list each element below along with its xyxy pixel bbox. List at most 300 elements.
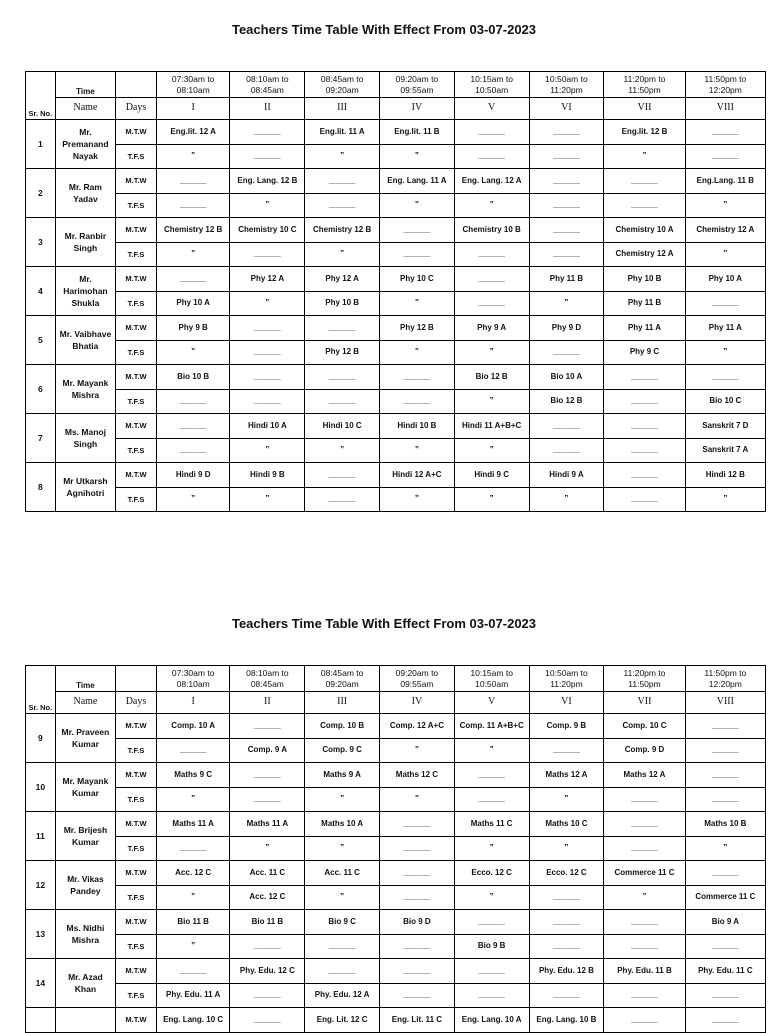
period-time-header: 07:30am to 08:10am: [156, 72, 230, 98]
class-cell: Phy. Edu. 12 A: [305, 983, 380, 1008]
teacher-sr-no: 3: [26, 218, 56, 267]
table-row: [26, 218, 766, 243]
table-row: [26, 983, 766, 1008]
class-cell: ______: [230, 934, 305, 959]
class-cell: Comp. 12 A+C: [380, 714, 455, 739]
class-cell: ______: [604, 389, 685, 414]
days-cell: M.T.W: [116, 463, 157, 488]
class-cell: Phy 11 B: [529, 267, 604, 292]
class-cell: ______: [529, 983, 604, 1008]
table-row: [26, 193, 766, 218]
class-cell: ______: [230, 340, 305, 365]
timetable-body: [26, 714, 766, 1033]
days-cell: T.F.S: [116, 885, 157, 910]
table-row: [26, 120, 766, 145]
class-cell: ______: [685, 763, 765, 788]
class-cell: ______: [529, 193, 604, 218]
class-cell: ______: [380, 959, 455, 984]
period-time-header: 10:50am to 11:20pm: [529, 666, 604, 692]
class-cell: Phy 9 A: [454, 316, 529, 341]
table-row: [26, 910, 766, 935]
class-cell: Phy 10 A: [156, 291, 230, 316]
class-cell: ______: [156, 169, 230, 194]
days-cell: M.T.W: [116, 763, 157, 788]
class-cell: Acc. 12 C: [230, 885, 305, 910]
period-number-header: III: [305, 98, 380, 120]
class-cell: ”: [305, 144, 380, 169]
class-cell: Chemistry 12 A: [685, 218, 765, 243]
class-cell: ”: [454, 836, 529, 861]
class-cell: Hindi 10 B: [380, 414, 455, 439]
class-cell: Bio 10 C: [685, 389, 765, 414]
class-cell: Eng.Lang. 11 B: [685, 169, 765, 194]
class-cell: Bio 11 B: [156, 910, 230, 935]
class-cell: Phy. Edu. 11 A: [156, 983, 230, 1008]
class-cell: ______: [454, 763, 529, 788]
class-cell: ”: [380, 787, 455, 812]
teacher-name: Mr. Ram Yadav: [55, 169, 115, 218]
class-cell: ”: [156, 934, 230, 959]
period-number-header: V: [454, 692, 529, 714]
table-row: [26, 365, 766, 390]
class-cell: ______: [230, 242, 305, 267]
class-cell: Maths 10 A: [305, 812, 380, 837]
class-cell: Eng. Lang. 12 B: [230, 169, 305, 194]
class-cell: ______: [156, 836, 230, 861]
days-cell: T.F.S: [116, 934, 157, 959]
class-cell: ”: [305, 438, 380, 463]
class-cell: Comp. 9 A: [230, 738, 305, 763]
class-cell: ______: [305, 316, 380, 341]
days-header: Days: [116, 98, 157, 120]
table-row: [26, 242, 766, 267]
period-number-header: VIII: [685, 98, 765, 120]
days-cell: M.T.W: [116, 365, 157, 390]
class-cell: ”: [685, 487, 765, 512]
class-cell: ”: [380, 738, 455, 763]
class-cell: ”: [454, 885, 529, 910]
class-cell: ______: [305, 365, 380, 390]
class-cell: Phy 12 A: [305, 267, 380, 292]
class-cell: ______: [685, 714, 765, 739]
page-title: Teachers Time Table With Effect From 03-07-2023: [231, 22, 537, 37]
class-cell: ______: [604, 438, 685, 463]
class-cell: Bio 10 A: [529, 365, 604, 390]
class-cell: ”: [230, 836, 305, 861]
class-cell: Eng. Lang. 10 C: [156, 1008, 230, 1033]
class-cell: ”: [156, 885, 230, 910]
class-cell: Acc. 11 C: [305, 861, 380, 886]
teacher-sr-no: 2: [26, 169, 56, 218]
period-number-header: VII: [604, 98, 685, 120]
class-cell: ______: [604, 463, 685, 488]
sr-no-header: Sr. No.: [26, 72, 56, 120]
class-cell: Phy 9 C: [604, 340, 685, 365]
teacher-name: Mr. Ranbir Singh: [55, 218, 115, 267]
class-cell: ”: [380, 144, 455, 169]
class-cell: ______: [156, 267, 230, 292]
class-cell: Hindi 10 A: [230, 414, 305, 439]
class-cell: Phy 11 B: [604, 291, 685, 316]
class-cell: ______: [305, 463, 380, 488]
class-cell: Phy. Edu. 12 C: [230, 959, 305, 984]
teacher-name: [55, 1008, 115, 1033]
period-time-header: 08:10am to 08:45am: [230, 72, 305, 98]
sr-no-header: Sr. No.: [26, 666, 56, 714]
class-cell: Bio 9 C: [305, 910, 380, 935]
class-cell: ”: [529, 836, 604, 861]
class-cell: ______: [305, 389, 380, 414]
class-cell: ______: [685, 120, 765, 145]
class-cell: Commerce 11 C: [685, 885, 765, 910]
class-cell: ______: [529, 738, 604, 763]
class-cell: ______: [156, 438, 230, 463]
class-cell: Eng. Lit. 11 C: [380, 1008, 455, 1033]
timetable: [25, 665, 766, 1033]
class-cell: Chemistry 10 C: [230, 218, 305, 243]
class-cell: Comp. 11 A+B+C: [454, 714, 529, 739]
teacher-name: Mr. Mayank Kumar: [55, 763, 115, 812]
period-time-header: 11:50pm to 12:20pm: [685, 666, 765, 692]
class-cell: Bio 9 B: [454, 934, 529, 959]
class-cell: Chemistry 10 B: [454, 218, 529, 243]
class-cell: ”: [685, 340, 765, 365]
days-cell: T.F.S: [116, 144, 157, 169]
days-cell: T.F.S: [116, 836, 157, 861]
class-cell: Eng.lit. 12 B: [604, 120, 685, 145]
class-cell: Phy 12 A: [230, 267, 305, 292]
table-row: [26, 738, 766, 763]
class-cell: Phy 11 A: [685, 316, 765, 341]
days-header: Days: [116, 692, 157, 714]
class-cell: Hindi 12 A+C: [380, 463, 455, 488]
teacher-sr-no: 10: [26, 763, 56, 812]
class-cell: ”: [685, 242, 765, 267]
class-cell: ______: [230, 120, 305, 145]
name-header: Name: [55, 692, 115, 714]
class-cell: Phy 12 B: [380, 316, 455, 341]
class-cell: Comp. 9 D: [604, 738, 685, 763]
class-cell: ______: [380, 885, 455, 910]
class-cell: ”: [604, 144, 685, 169]
days-cell: M.T.W: [116, 169, 157, 194]
class-cell: Acc. 12 C: [156, 861, 230, 886]
period-time-header: 10:15am to 10:50am: [454, 666, 529, 692]
class-cell: Bio 11 B: [230, 910, 305, 935]
class-cell: ______: [685, 934, 765, 959]
class-cell: Bio 12 B: [529, 389, 604, 414]
teacher-name: Mr. Mayank Mishra: [55, 365, 115, 414]
class-cell: ______: [685, 144, 765, 169]
class-cell: Phy 12 B: [305, 340, 380, 365]
class-cell: ______: [604, 487, 685, 512]
period-time-header: 11:20pm to 11:50pm: [604, 666, 685, 692]
teacher-sr-no: 12: [26, 861, 56, 910]
class-cell: ”: [380, 487, 455, 512]
teacher-name: Mr. Brijesh Kumar: [55, 812, 115, 861]
class-cell: Phy 10 A: [685, 267, 765, 292]
period-number-header: IV: [380, 692, 455, 714]
class-cell: ______: [685, 787, 765, 812]
class-cell: Eng. Lang. 12 A: [454, 169, 529, 194]
teacher-sr-no: 11: [26, 812, 56, 861]
class-cell: ______: [604, 910, 685, 935]
days-cell: M.T.W: [116, 316, 157, 341]
class-cell: Hindi 9 D: [156, 463, 230, 488]
class-cell: Phy. Edu. 11 C: [685, 959, 765, 984]
period-number-header: VII: [604, 692, 685, 714]
days-cell: M.T.W: [116, 959, 157, 984]
class-cell: Hindi 9 B: [230, 463, 305, 488]
class-cell: ______: [454, 144, 529, 169]
table-row: [26, 1008, 766, 1033]
teacher-name: Mr. Praveen Kumar: [55, 714, 115, 763]
class-cell: Hindi 9 C: [454, 463, 529, 488]
class-cell: Chemistry 12 B: [305, 218, 380, 243]
class-cell: ”: [305, 787, 380, 812]
period-time-header: 10:15am to 10:50am: [454, 72, 529, 98]
class-cell: Comp. 10 B: [305, 714, 380, 739]
class-cell: ______: [454, 983, 529, 1008]
period-time-header: 09:20am to 09:55am: [380, 666, 455, 692]
class-cell: ______: [156, 959, 230, 984]
period-time-header: 11:20pm to 11:50pm: [604, 72, 685, 98]
class-cell: ”: [454, 438, 529, 463]
class-cell: ”: [454, 487, 529, 512]
header-row-periods: [26, 98, 766, 120]
table-row: [26, 787, 766, 812]
time-header: Time: [55, 72, 115, 98]
class-cell: ______: [230, 714, 305, 739]
class-cell: ______: [380, 934, 455, 959]
class-cell: Eng. Lang. 10 A: [454, 1008, 529, 1033]
days-cell: M.T.W: [116, 910, 157, 935]
class-cell: ______: [454, 910, 529, 935]
class-cell: ”: [685, 836, 765, 861]
days-cell: M.T.W: [116, 861, 157, 886]
period-number-header: VI: [529, 692, 604, 714]
class-cell: ______: [685, 1008, 765, 1033]
class-cell: ______: [380, 983, 455, 1008]
table-row: [26, 714, 766, 739]
teacher-name: Mr. Vikas Pandey: [55, 861, 115, 910]
teacher-name: Mr. Vaibhave Bhatia: [55, 316, 115, 365]
days-cell: T.F.S: [116, 738, 157, 763]
table-row: [26, 959, 766, 984]
days-cell: M.T.W: [116, 120, 157, 145]
teacher-sr-no: 5: [26, 316, 56, 365]
class-cell: Acc. 11 C: [230, 861, 305, 886]
teacher-sr-no: 14: [26, 959, 56, 1008]
period-time-header: 11:50pm to 12:20pm: [685, 72, 765, 98]
days-cell: T.F.S: [116, 242, 157, 267]
class-cell: ______: [604, 812, 685, 837]
class-cell: Phy 9 D: [529, 316, 604, 341]
class-cell: ”: [529, 487, 604, 512]
name-header: Name: [55, 98, 115, 120]
class-cell: ______: [529, 120, 604, 145]
class-cell: Eng.lit. 11 A: [305, 120, 380, 145]
class-cell: ______: [529, 414, 604, 439]
class-cell: ”: [156, 144, 230, 169]
period-number-header: II: [230, 98, 305, 120]
table-row: [26, 389, 766, 414]
table-row: [26, 267, 766, 292]
header-blank-cell: [116, 72, 157, 98]
class-cell: Maths 12 C: [380, 763, 455, 788]
table-row: [26, 812, 766, 837]
class-cell: ______: [156, 414, 230, 439]
days-cell: T.F.S: [116, 438, 157, 463]
days-cell: M.T.W: [116, 414, 157, 439]
days-cell: M.T.W: [116, 812, 157, 837]
class-cell: Ecco. 12 C: [454, 861, 529, 886]
class-cell: Phy 10 B: [305, 291, 380, 316]
class-cell: Maths 11 C: [454, 812, 529, 837]
class-cell: Phy 10 B: [604, 267, 685, 292]
teacher-sr-no: 1: [26, 120, 56, 169]
period-number-header: V: [454, 98, 529, 120]
class-cell: Phy 9 B: [156, 316, 230, 341]
class-cell: ______: [685, 291, 765, 316]
days-cell: T.F.S: [116, 291, 157, 316]
table-row: [26, 487, 766, 512]
class-cell: Sanskrit 7 A: [685, 438, 765, 463]
class-cell: ”: [156, 787, 230, 812]
class-cell: Comp. 10 C: [604, 714, 685, 739]
class-cell: Bio 12 B: [454, 365, 529, 390]
class-cell: ”: [454, 389, 529, 414]
class-cell: ”: [305, 836, 380, 861]
class-cell: ______: [529, 885, 604, 910]
teacher-sr-no: 8: [26, 463, 56, 512]
class-cell: Maths 12 A: [604, 763, 685, 788]
class-cell: ______: [604, 836, 685, 861]
period-time-header: 07:30am to 08:10am: [156, 666, 230, 692]
period-time-header: 09:20am to 09:55am: [380, 72, 455, 98]
teacher-sr-no: 13: [26, 910, 56, 959]
class-cell: ______: [380, 242, 455, 267]
teacher-name: Ms. Manoj Singh: [55, 414, 115, 463]
teacher-name: Mr. Azad Khan: [55, 959, 115, 1008]
period-number-header: I: [156, 692, 230, 714]
period-time-header: 08:10am to 08:45am: [230, 666, 305, 692]
class-cell: ______: [380, 861, 455, 886]
days-cell: M.T.W: [116, 1008, 157, 1033]
class-cell: Commerce 11 C: [604, 861, 685, 886]
class-cell: ______: [454, 267, 529, 292]
class-cell: ______: [604, 169, 685, 194]
class-cell: ______: [529, 910, 604, 935]
class-cell: Hindi 10 C: [305, 414, 380, 439]
class-cell: ______: [454, 787, 529, 812]
class-cell: ______: [230, 983, 305, 1008]
class-cell: ______: [529, 169, 604, 194]
period-number-header: III: [305, 692, 380, 714]
class-cell: Chemistry 12 A: [604, 242, 685, 267]
class-cell: ______: [380, 812, 455, 837]
class-cell: ”: [380, 291, 455, 316]
class-cell: ______: [604, 1008, 685, 1033]
class-cell: Phy 10 C: [380, 267, 455, 292]
class-cell: Chemistry 10 A: [604, 218, 685, 243]
class-cell: ______: [685, 861, 765, 886]
class-cell: Maths 9 A: [305, 763, 380, 788]
class-cell: ______: [305, 193, 380, 218]
class-cell: ______: [685, 365, 765, 390]
class-cell: ______: [604, 787, 685, 812]
days-cell: T.F.S: [116, 340, 157, 365]
class-cell: ______: [156, 193, 230, 218]
table-row: [26, 144, 766, 169]
class-cell: Sanskrit 7 D: [685, 414, 765, 439]
days-cell: M.T.W: [116, 218, 157, 243]
class-cell: ______: [454, 291, 529, 316]
table-row: [26, 885, 766, 910]
class-cell: ______: [156, 738, 230, 763]
class-cell: Comp. 10 A: [156, 714, 230, 739]
period-number-header: IV: [380, 98, 455, 120]
class-cell: Bio 9 D: [380, 910, 455, 935]
class-cell: Phy 11 A: [604, 316, 685, 341]
class-cell: ______: [380, 389, 455, 414]
class-cell: Maths 12 A: [529, 763, 604, 788]
class-cell: ______: [529, 934, 604, 959]
class-cell: ______: [454, 120, 529, 145]
period-number-header: I: [156, 98, 230, 120]
class-cell: Comp. 9 C: [305, 738, 380, 763]
class-cell: ”: [230, 291, 305, 316]
class-cell: ______: [230, 365, 305, 390]
timetable-header: [26, 72, 766, 120]
table-row: [26, 438, 766, 463]
teacher-sr-no: 6: [26, 365, 56, 414]
page-title: Teachers Time Table With Effect From 03-07-2023: [231, 616, 537, 631]
class-cell: ______: [529, 144, 604, 169]
class-cell: ______: [305, 959, 380, 984]
class-cell: ”: [380, 193, 455, 218]
table-row: [26, 934, 766, 959]
class-cell: ”: [305, 885, 380, 910]
class-cell: ______: [230, 316, 305, 341]
class-cell: ______: [380, 836, 455, 861]
table-row: [26, 169, 766, 194]
teacher-name: Ms. Nidhi Mishra: [55, 910, 115, 959]
teacher-name: Mr. Premanand Nayak: [55, 120, 115, 169]
class-cell: ______: [230, 389, 305, 414]
class-cell: ”: [454, 738, 529, 763]
class-cell: Bio 10 B: [156, 365, 230, 390]
class-cell: ”: [305, 242, 380, 267]
days-cell: T.F.S: [116, 193, 157, 218]
class-cell: ”: [230, 487, 305, 512]
class-cell: ______: [529, 242, 604, 267]
class-cell: ______: [685, 738, 765, 763]
header-row-times: [26, 72, 766, 98]
class-cell: ”: [380, 340, 455, 365]
teacher-sr-no: 4: [26, 267, 56, 316]
class-cell: Eng. Lit. 12 C: [305, 1008, 380, 1033]
days-cell: T.F.S: [116, 983, 157, 1008]
table-row: [26, 340, 766, 365]
period-number-header: VI: [529, 98, 604, 120]
class-cell: ”: [230, 438, 305, 463]
class-cell: ”: [685, 193, 765, 218]
class-cell: ______: [529, 218, 604, 243]
class-cell: Maths 10 B: [685, 812, 765, 837]
class-cell: ”: [529, 787, 604, 812]
class-cell: ______: [380, 365, 455, 390]
